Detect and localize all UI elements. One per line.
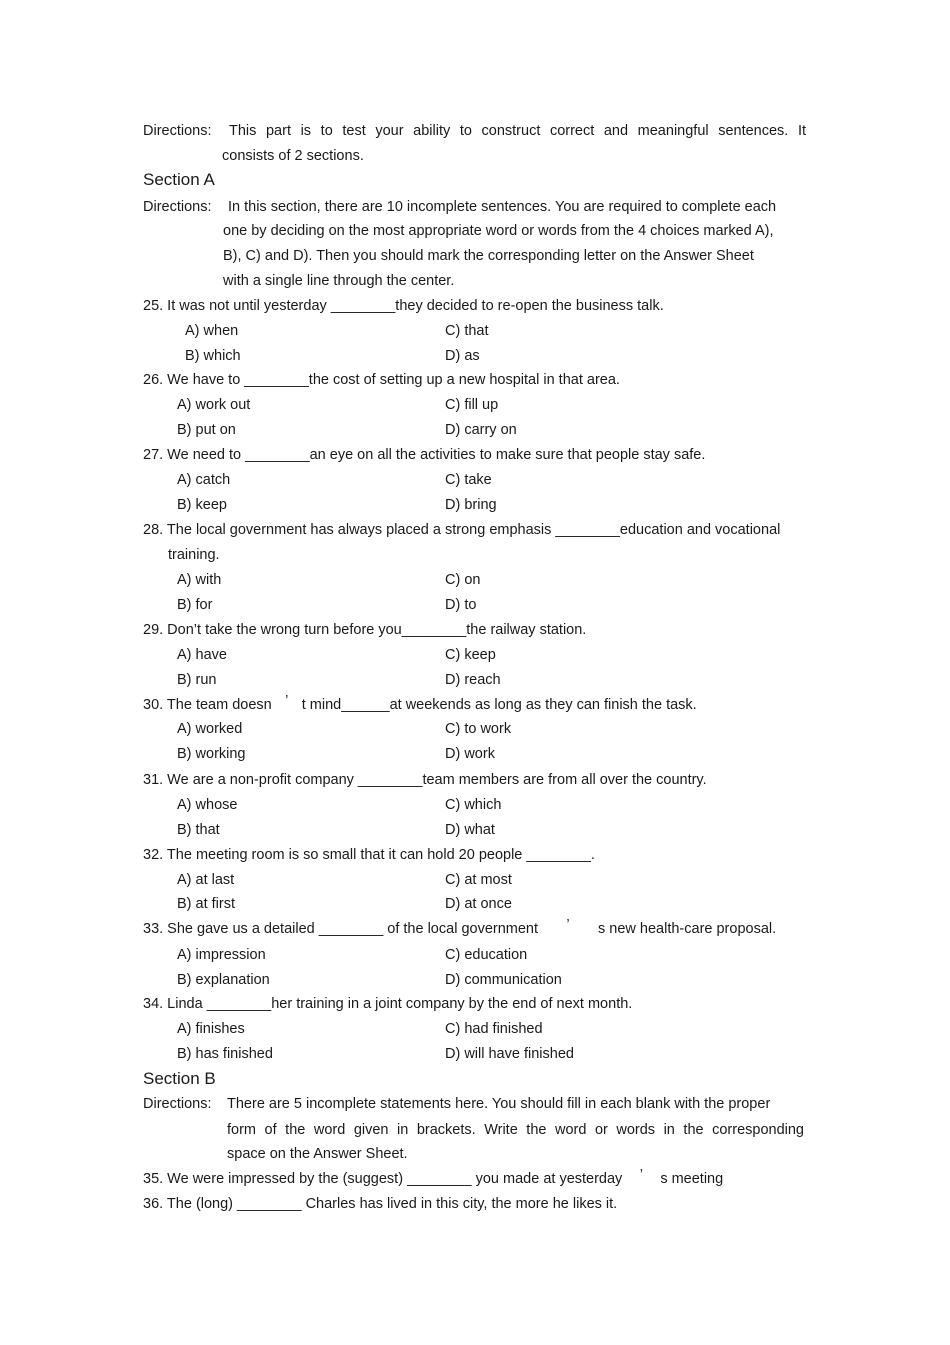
question-33-option-a: A) impression (177, 947, 266, 963)
question-30-option-d: D) work (445, 746, 495, 762)
question-30-stem-part-2: t mind______at weekends as long as they can finish the task. (301, 697, 697, 713)
question-27-option-b: B) keep (177, 497, 227, 513)
question-28-option-c: C) on (445, 572, 481, 588)
question-27-stem: 27. We need to ________an eye on all the activities to make sure that people stay safe. (143, 447, 706, 463)
question-29-option-a: A) have (177, 647, 227, 663)
question-33-stem (143, 917, 777, 938)
question-28-stem: 28. The local government has always placed a strong emphasis ________education and vocational (143, 522, 781, 538)
question-33-stem-part-2: s new health-care proposal. (598, 921, 777, 937)
question-35-stem-part-2: s meeting (660, 1171, 724, 1187)
question-32-option-a: A) at last (177, 872, 235, 888)
intro-directions-line-2: consists of 2 sections. (222, 148, 364, 164)
question-28-option-a: A) with (177, 572, 222, 588)
question-31-option-b: B) that (177, 822, 220, 838)
question-31-option-a: A) whose (177, 797, 238, 813)
question-35-stem-part-1: 35. We were impressed by the (suggest) ________ you made at yesterday (143, 1171, 623, 1187)
section-a-directions-line-4: with a single line through the center. (223, 273, 455, 289)
question-33-apostrophe: ’ (566, 917, 570, 933)
question-28-option-d: D) to (445, 597, 477, 613)
question-27-option-c: C) take (445, 472, 492, 488)
question-33-option-b: B) explanation (177, 972, 270, 988)
question-26-option-a: A) work out (177, 397, 251, 413)
question-26-option-c: C) fill up (445, 397, 499, 413)
question-29-option-d: D) reach (445, 672, 501, 688)
question-31-option-c: C) which (445, 797, 502, 813)
question-29-option-b: B) run (177, 672, 217, 688)
intro-directions-label: Directions: (143, 123, 212, 139)
question-25-option-b: B) which (185, 348, 241, 364)
question-25-option-c: C) that (445, 323, 489, 339)
question-29-stem: 29. Don’t take the wrong turn before you________the railway station. (143, 622, 587, 638)
question-34-option-a: A) finishes (177, 1021, 245, 1037)
question-34-option-c: C) had finished (445, 1021, 543, 1037)
question-35-stem (143, 1167, 724, 1188)
question-36-stem: 36. The (long) ________ Charles has lived in this city, the more he likes it. (143, 1196, 618, 1212)
question-32-stem: 32. The meeting room is so small that it can hold 20 people ________. (143, 847, 595, 863)
question-30-stem (143, 693, 697, 714)
section-a-directions-line-3: B), C) and D). Then you should mark the corresponding letter on the Answer Sheet (223, 248, 754, 264)
section-b-directions-line-1: There are 5 incomplete statements here. You should fill in each blank with the proper (227, 1096, 771, 1112)
question-34-stem: 34. Linda ________her training in a joint company by the end of next month. (143, 996, 633, 1012)
question-25-stem: 25. It was not until yesterday ________they decided to re-open the business talk. (143, 298, 664, 314)
section-a-title: Section A (143, 170, 215, 189)
question-35-apostrophe: ’ (639, 1167, 643, 1183)
question-32-option-c: C) at most (445, 872, 512, 888)
question-29-option-c: C) keep (445, 647, 496, 663)
question-28-stem-continued: training. (168, 547, 220, 563)
section-a-directions-line-2: one by deciding on the most appropriate word or words from the 4 choices marked A), (223, 223, 774, 239)
section-b-directions-label: Directions: (143, 1096, 212, 1112)
section-b-directions-line-3: space on the Answer Sheet. (227, 1146, 408, 1162)
question-26-option-b: B) put on (177, 422, 236, 438)
question-25-option-d: D) as (445, 348, 480, 364)
question-34-option-d: D) will have finished (445, 1046, 574, 1062)
question-30-apostrophe: ’ (285, 693, 289, 709)
section-b-directions-line-2: form of the word given in brackets. Write the word or words in the corresponding (227, 1122, 804, 1138)
intro-directions-line-1: This part is to test your ability to construct correct and meaningful sentences. It (229, 123, 806, 139)
section-a-directions-line-1: In this section, there are 10 incomplete sentences. You are required to complete each (228, 199, 777, 215)
section-b-title: Section B (143, 1069, 216, 1088)
question-25-option-a: A) when (185, 323, 239, 339)
question-33-stem-part-1: 33. She gave us a detailed ________ of the local government (143, 921, 539, 937)
question-26-stem: 26. We have to ________the cost of setting up a new hospital in that area. (143, 372, 620, 388)
question-30-option-c: C) to work (445, 721, 512, 737)
question-30-option-a: A) worked (177, 721, 243, 737)
section-a-directions-label: Directions: (143, 199, 212, 215)
question-33-option-c: C) education (445, 947, 528, 963)
question-32-option-b: B) at first (177, 896, 236, 912)
question-34-option-b: B) has finished (177, 1046, 273, 1062)
question-27-option-d: D) bring (445, 497, 497, 513)
question-30-option-b: B) working (177, 746, 246, 762)
question-27-option-a: A) catch (177, 472, 231, 488)
question-30-stem-part-1: 30. The team doesn (143, 697, 272, 713)
question-31-option-d: D) what (445, 822, 495, 838)
question-31-stem: 31. We are a non-profit company ________team members are from all over the country. (143, 772, 707, 788)
question-32-option-d: D) at once (445, 896, 512, 912)
question-28-option-b: B) for (177, 597, 213, 613)
question-26-option-d: D) carry on (445, 422, 517, 438)
question-33-option-d: D) communication (445, 972, 562, 988)
